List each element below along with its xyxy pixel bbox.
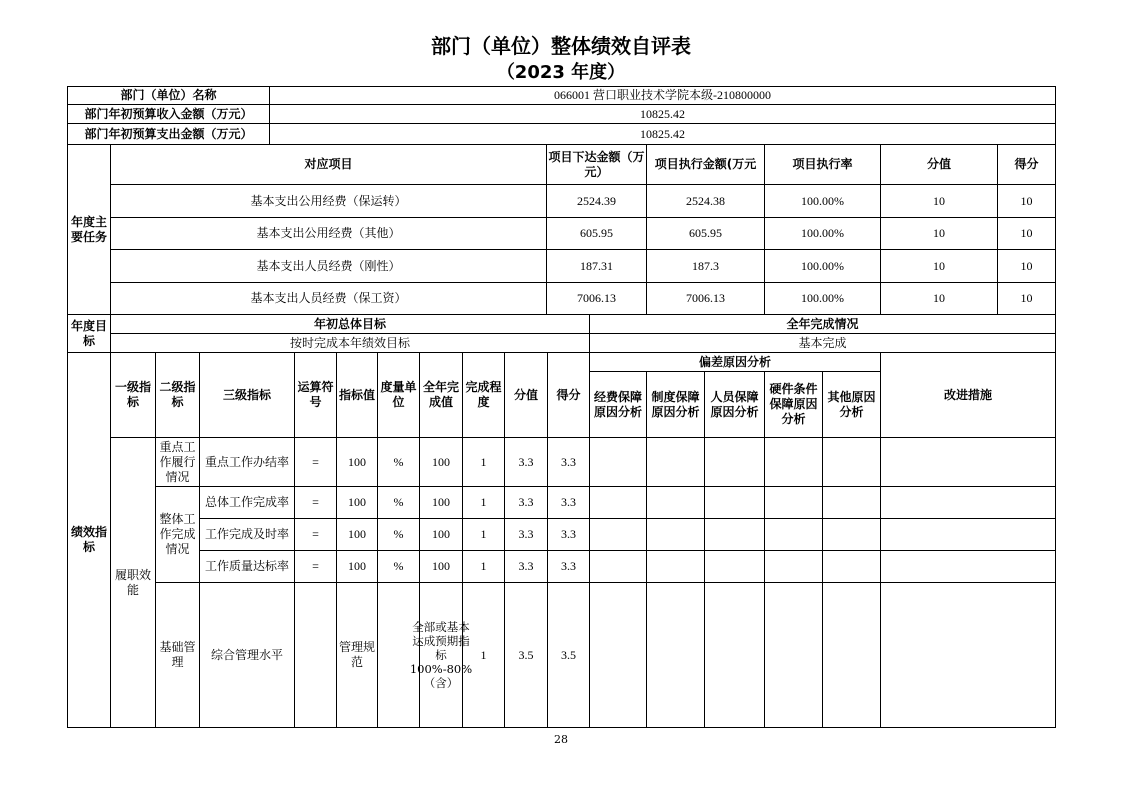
dev-other-cell (822, 486, 881, 519)
indicator-operator: = (294, 518, 337, 551)
indicator-score: 3.3 (547, 486, 590, 519)
task-row-score: 10 (997, 184, 1056, 218)
expense-value: 10825.42 (269, 123, 1056, 145)
header-score-value: 分值 (504, 352, 548, 438)
task-row-item: 基本支出人员经费（保工资） (110, 282, 547, 315)
indicator-operator: = (294, 486, 337, 519)
indicator-degree: 1 (462, 582, 505, 728)
task-row-executed: 2524.38 (646, 184, 765, 218)
tasks-header-budget: 项目下达金额（万元） (546, 144, 647, 185)
dept-name-value: 066001 营口职业技术学院本级-210800000 (269, 86, 1056, 105)
task-row-score-value: 10 (880, 217, 998, 250)
task-row-item: 基本支出公用经费（其他） (110, 217, 547, 250)
task-row-rate: 100.00% (764, 282, 881, 315)
header-dev-hardware: 硬件条件保障原因分析 (764, 371, 823, 438)
dev-system-cell (646, 437, 705, 487)
expense-label: 部门年初预算支出金额（万元） (67, 123, 270, 145)
task-row-budget: 2524.39 (546, 184, 647, 218)
page-number: 28 (554, 733, 568, 746)
improvement-cell (880, 486, 1056, 519)
indicator-score: 3.5 (547, 582, 590, 728)
indicators-section-label: 绩效指标 (67, 352, 111, 728)
indicator-unit: % (377, 550, 420, 583)
header-degree: 完成程度 (462, 352, 505, 438)
indicator-actual: 100 (419, 437, 463, 487)
dev-other-cell (822, 437, 881, 487)
tasks-header-score: 得分 (997, 144, 1056, 185)
dev-system-cell (646, 582, 705, 728)
indicator-name: 工作质量达标率 (199, 550, 295, 583)
header-score: 得分 (547, 352, 590, 438)
indicator-name: 重点工作办结率 (199, 437, 295, 487)
dev-hardware-cell (764, 582, 823, 728)
indicator-degree: 1 (462, 486, 505, 519)
improvement-cell (880, 437, 1056, 487)
dept-name-label: 部门（单位）名称 (67, 86, 270, 105)
tasks-header-score-value: 分值 (880, 144, 998, 185)
dev-hardware-cell (764, 486, 823, 519)
indicator-actual: 100 (419, 518, 463, 551)
dev-staff-cell (704, 486, 765, 519)
dev-system-cell (646, 518, 705, 551)
task-row-rate: 100.00% (764, 184, 881, 218)
indicator-actual: 全部或基本达成预期指标100%-80%（含） (419, 582, 463, 728)
indicator-score-value: 3.3 (504, 486, 548, 519)
header-dev-funding: 经费保障原因分析 (589, 371, 647, 438)
indicator-actual: 100 (419, 550, 463, 583)
improvement-cell (880, 550, 1056, 583)
indicator-target: 100 (336, 486, 378, 519)
task-row-item: 基本支出人员经费（刚性） (110, 249, 547, 283)
indicator-target: 100 (336, 437, 378, 487)
indicator-degree: 1 (462, 437, 505, 487)
header-dev-system: 制度保障原因分析 (646, 371, 705, 438)
task-row-executed: 7006.13 (646, 282, 765, 315)
goals-initial-value: 按时完成本年绩效目标 (110, 333, 590, 353)
indicator-unit: % (377, 518, 420, 551)
dev-hardware-cell (764, 550, 823, 583)
task-row-score-value: 10 (880, 249, 998, 283)
indicator-score: 3.3 (547, 550, 590, 583)
improvement-cell (880, 518, 1056, 551)
header-improvement: 改进措施 (880, 352, 1056, 438)
header-actual: 全年完成值 (419, 352, 463, 438)
dev-staff-cell (704, 550, 765, 583)
improvement-cell (880, 582, 1056, 728)
dev-other-cell (822, 518, 881, 551)
indicator-target: 管理规范 (336, 582, 378, 728)
dev-funding-cell (589, 437, 647, 487)
indicator-target: 100 (336, 550, 378, 583)
header-level2: 二级指标 (155, 352, 200, 438)
dev-funding-cell (589, 486, 647, 519)
dev-hardware-cell (764, 437, 823, 487)
header-level3: 三级指标 (199, 352, 295, 438)
task-row-score: 10 (997, 217, 1056, 250)
dev-system-cell (646, 486, 705, 519)
indicator-score-value: 3.5 (504, 582, 548, 728)
indicator-actual: 100 (419, 486, 463, 519)
dev-funding-cell (589, 518, 647, 551)
indicator-score-value: 3.3 (504, 550, 548, 583)
header-operator: 运算符号 (294, 352, 337, 438)
header-deviation: 偏差原因分析 (589, 352, 881, 372)
dev-other-cell (822, 550, 881, 583)
income-label: 部门年初预算收入金额（万元） (67, 104, 270, 124)
indicator-operator: = (294, 437, 337, 487)
task-row-item: 基本支出公用经费（保运转） (110, 184, 547, 218)
tasks-header-rate: 项目执行率 (764, 144, 881, 185)
task-row-score-value: 10 (880, 282, 998, 315)
indicator-target: 100 (336, 518, 378, 551)
task-row-score-value: 10 (880, 184, 998, 218)
task-row-budget: 7006.13 (546, 282, 647, 315)
dev-funding-cell (589, 550, 647, 583)
indicator-operator: = (294, 550, 337, 583)
page-title: 部门（单位）整体绩效自评表 (431, 34, 691, 58)
indicator-name: 综合管理水平 (199, 582, 295, 728)
indicator-degree: 1 (462, 518, 505, 551)
task-row-rate: 100.00% (764, 217, 881, 250)
dev-staff-cell (704, 582, 765, 728)
header-dev-staff: 人员保障原因分析 (704, 371, 765, 438)
indicator-name: 工作完成及时率 (199, 518, 295, 551)
dev-other-cell (822, 582, 881, 728)
task-row-budget: 187.31 (546, 249, 647, 283)
indicator-score: 3.3 (547, 518, 590, 551)
tasks-section-label: 年度主要任务 (67, 144, 111, 315)
task-row-rate: 100.00% (764, 249, 881, 283)
dev-funding-cell (589, 582, 647, 728)
dev-system-cell (646, 550, 705, 583)
indicator-score-value: 3.3 (504, 518, 548, 551)
task-row-executed: 187.3 (646, 249, 765, 283)
task-row-executed: 605.95 (646, 217, 765, 250)
tasks-header-executed: 项目执行金额(万元 (646, 144, 765, 185)
dev-staff-cell (704, 518, 765, 551)
dev-staff-cell (704, 437, 765, 487)
indicator-unit: % (377, 437, 420, 487)
indicator-unit: % (377, 486, 420, 519)
level1-value: 履职效能 (110, 437, 156, 728)
goals-section-label: 年度目标 (67, 314, 111, 353)
goals-completion-value: 基本完成 (589, 333, 1056, 353)
indicator-score-value: 3.3 (504, 437, 548, 487)
indicator-operator (294, 582, 337, 728)
indicator-score: 3.3 (547, 437, 590, 487)
dev-hardware-cell (764, 518, 823, 551)
task-row-budget: 605.95 (546, 217, 647, 250)
task-row-score: 10 (997, 249, 1056, 283)
header-level1: 一级指标 (110, 352, 156, 438)
income-value: 10825.42 (269, 104, 1056, 124)
header-target: 指标值 (336, 352, 378, 438)
tasks-header-item: 对应项目 (110, 144, 547, 185)
level2-basic-management: 基础管理 (155, 582, 200, 728)
goals-initial-header: 年初总体目标 (110, 314, 590, 334)
header-dev-other: 其他原因分析 (822, 371, 881, 438)
goals-completion-header: 全年完成情况 (589, 314, 1056, 334)
page-subtitle: （2023 年度） (496, 62, 626, 83)
indicator-name: 总体工作完成率 (199, 486, 295, 519)
header-unit: 度量单位 (377, 352, 420, 438)
indicator-degree: 1 (462, 550, 505, 583)
level2-overall-work: 整体工作完成情况 (155, 486, 200, 583)
level2-key-work: 重点工作履行情况 (155, 437, 200, 487)
task-row-score: 10 (997, 282, 1056, 315)
